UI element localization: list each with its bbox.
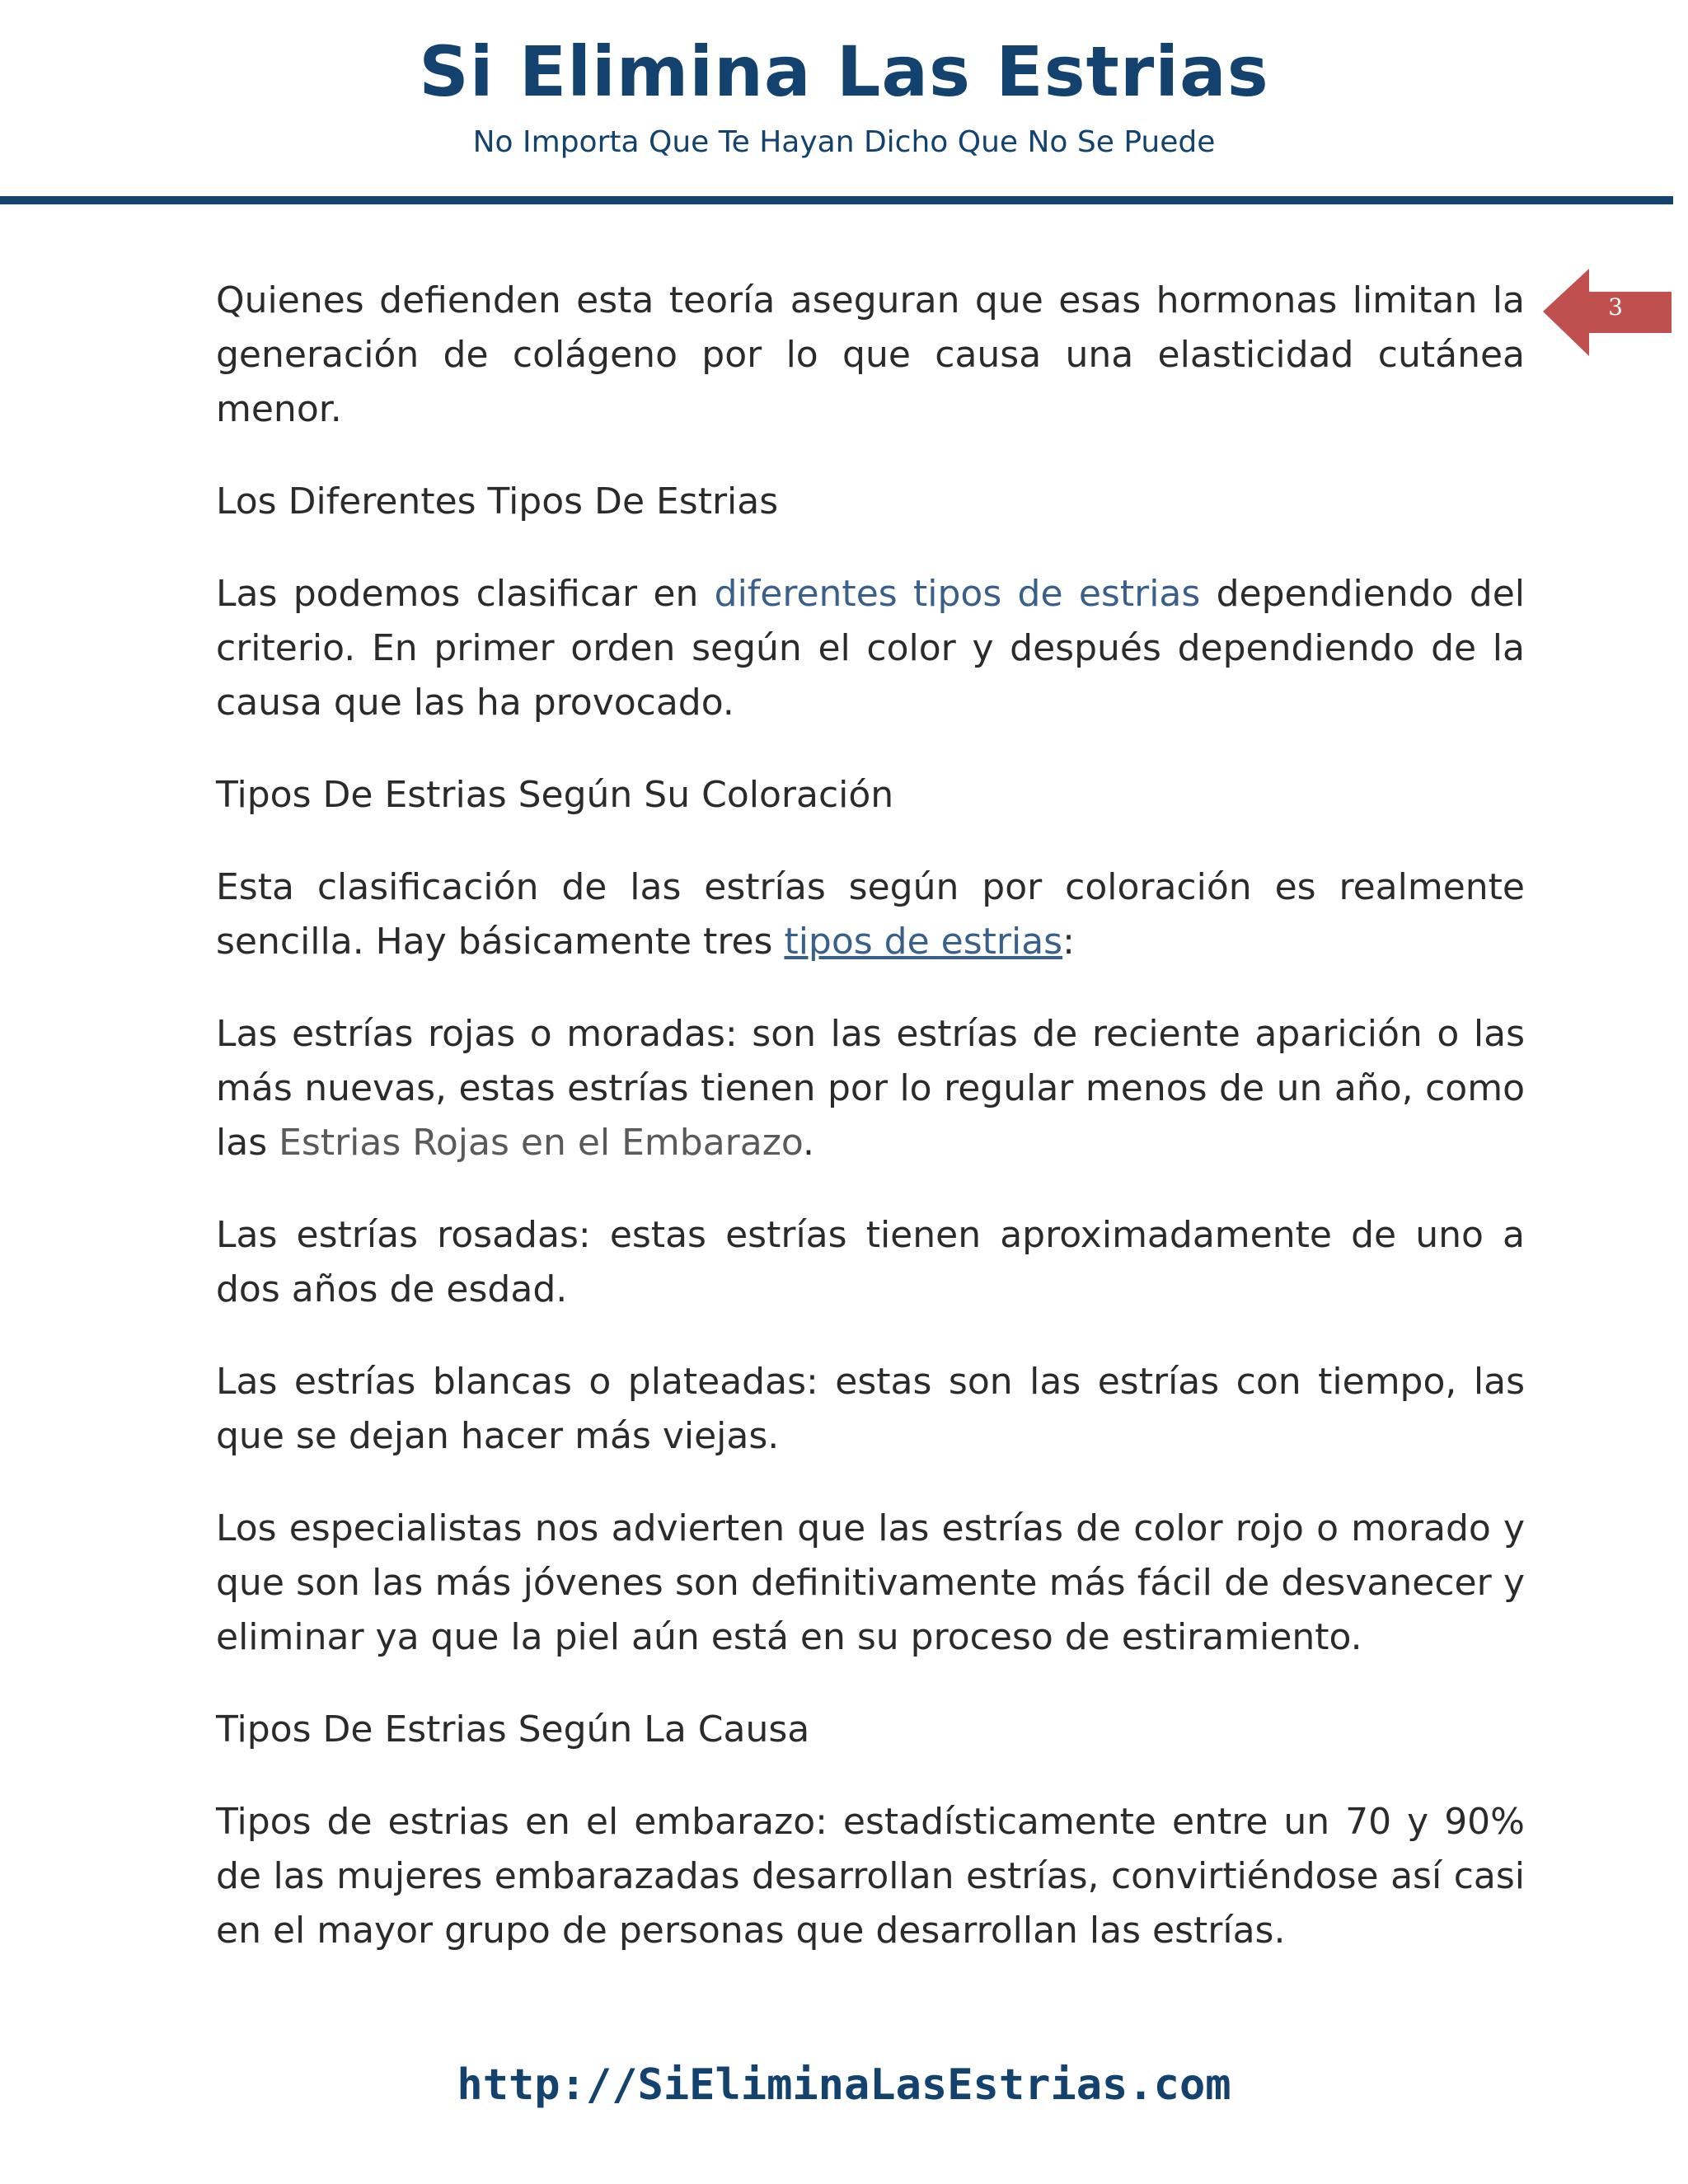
paragraph-text: Las estrías rojas o moradas: son las estrías de reciente aparición o las más nuevas, estas estrías tienen por lo regular menos de un año, como las (216, 1013, 1525, 1164)
paragraph-text: Esta clasificación de las estrías según por coloración es realmente sencilla. Hay básicamente tres (216, 866, 1525, 963)
paragraph (216, 860, 1525, 969)
paragraph: Quienes defienden esta teoría aseguran que esas hormonas limitan la generación de colágeno por lo que causa una elasticidad cutánea menor. (216, 279, 1525, 430)
page-header (0, 0, 1688, 206)
page-number-marker (1543, 269, 1672, 359)
footer-url-link[interactable]: http://SiEliminaLasEstrias.com (457, 2060, 1231, 2110)
paragraph-text: dependiendo del criterio. En primer orden según el color y después dependiendo de la causa que las ha provocado. (216, 573, 1526, 724)
header-divider (0, 196, 1673, 204)
section-heading: Tipos De Estrias Según Su Coloración (216, 774, 894, 816)
paragraph: Las estrías blancas o plateadas: estas son las estrías con tiempo, las que se dejan hacer más viejas. (216, 1361, 1525, 1457)
page-number: 3 (1608, 293, 1623, 321)
paragraph: Las estrías rosadas: estas estrías tienen aproximadamente de uno a dos años de esdad. (216, 1214, 1525, 1310)
document-body (216, 274, 1525, 1996)
site-title: Si Elimina Las Estrias (419, 31, 1269, 112)
types-of-stretch-marks-link[interactable]: diferentes tipos de estrias (714, 573, 1201, 615)
section-heading: Los Diferentes Tipos De Estrias (216, 480, 779, 523)
paragraph-text: : (1062, 921, 1075, 963)
paragraph: Tipos de estrias en el embarazo: estadísticamente entre un 70 y 90% de las mujeres embarazadas desarrollan estrías, convirtiéndose así casi en el mayor grupo de personas que desarrollan las estrías. (216, 1801, 1525, 1952)
paragraph (216, 1007, 1525, 1170)
paragraph-text: Las podemos clasificar en (216, 573, 715, 615)
section-heading: Tipos De Estrias Según La Causa (216, 1708, 810, 1750)
paragraph: Los especialistas nos advierten que las estrías de color rojo o morado y que son las más jóvenes son definitivamente más fácil de desvanecer y eliminar ya que la piel aún está en su proceso de estiramiento. (216, 1507, 1525, 1658)
red-stretch-marks-pregnancy-link[interactable]: Estrias Rojas en el Embarazo (279, 1122, 803, 1164)
site-subtitle: No Importa Que Te Hayan Dicho Que No Se Puede (472, 125, 1216, 159)
paragraph (216, 567, 1525, 730)
paragraph-text: . (802, 1122, 814, 1164)
tipos-de-estrias-link[interactable]: tipos de estrias (784, 921, 1063, 963)
